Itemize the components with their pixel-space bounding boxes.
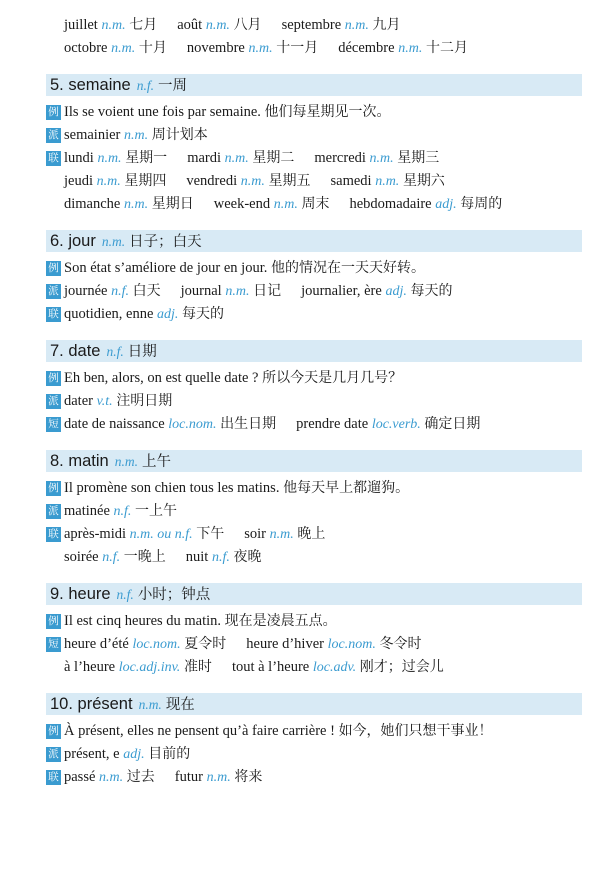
entry-row: [0, 193, 607, 216]
row-tag-badge: 派: [46, 284, 61, 299]
row-tag-badge: 例: [46, 261, 61, 276]
entry-row: [0, 367, 607, 390]
vocab-entry: [0, 693, 607, 789]
entry-row: [0, 633, 607, 656]
french-text: heure d’hiver: [246, 636, 324, 652]
row-tag-badge: 例: [46, 481, 61, 496]
vocab-item: [64, 723, 493, 739]
part-of-speech: n.m.: [344, 18, 369, 33]
entry-header: [46, 450, 582, 472]
vocab-item: [232, 659, 444, 675]
part-of-speech: n.m.: [124, 128, 149, 143]
part-of-speech: loc.nom.: [132, 637, 181, 652]
part-of-speech: n.f.: [211, 550, 230, 565]
chinese-translation: 十一月: [276, 40, 319, 56]
chinese-translation: 星期一: [125, 150, 168, 166]
chinese-translation: 七月: [129, 17, 158, 33]
vocab-item: [64, 659, 212, 675]
french-text: jeudi: [64, 173, 93, 189]
chinese-translation: 下午: [196, 526, 225, 542]
part-of-speech: loc.adj.inv.: [118, 660, 181, 675]
entry-row: [0, 413, 607, 436]
entry-row: [0, 147, 607, 170]
french-text: quotidien, enne: [64, 306, 154, 322]
french-text: matinée: [64, 503, 110, 519]
chinese-translation: 目前的: [148, 746, 191, 762]
part-of-speech: loc.nom.: [327, 637, 376, 652]
part-of-speech: n.f.: [113, 504, 132, 519]
chinese-translation: 九月: [372, 17, 401, 33]
french-text: après-midi: [64, 526, 127, 542]
part-of-speech: n.m.: [124, 197, 149, 212]
chinese-translation: 星期五: [268, 173, 311, 189]
headword: 7. date: [50, 342, 101, 360]
chinese-translation: 星期六: [402, 173, 445, 189]
headword-pos: n.m.: [101, 234, 126, 249]
part-of-speech: n.m.: [375, 174, 400, 189]
vocab-item: [282, 17, 401, 33]
chinese-translation: 每天的: [182, 306, 225, 322]
entry-header: [46, 230, 582, 252]
row-tag-badge: 短: [46, 417, 61, 432]
vocab-item: [64, 40, 167, 56]
chinese-translation: 一晚上: [123, 549, 166, 565]
french-text: mardi: [187, 150, 222, 166]
vocab-item: [175, 769, 263, 785]
french-text: août: [177, 17, 203, 33]
french-text: juillet: [64, 17, 98, 33]
vocab-item: [64, 613, 337, 629]
vocab-entry: [0, 450, 607, 569]
french-text: week-end: [213, 196, 271, 212]
vocab-item: [64, 17, 157, 33]
french-text: novembre: [186, 40, 245, 56]
vocab-item: [187, 40, 318, 56]
french-text: hebdomadaire: [349, 196, 432, 212]
headword-meaning: 一周: [157, 78, 187, 94]
row-tag-badge: 例: [46, 724, 61, 739]
vocab-item: [64, 370, 402, 386]
chinese-translation: 夜晚: [233, 549, 262, 565]
months-line: [0, 37, 607, 60]
vocab-item: [64, 104, 391, 120]
part-of-speech: n.m.: [101, 18, 126, 33]
entry-row: [0, 720, 607, 743]
headword-meaning: 日期: [127, 344, 157, 360]
part-of-speech: n.m.: [224, 151, 249, 166]
part-of-speech: loc.nom.: [168, 417, 217, 432]
entry-row: [0, 170, 607, 193]
french-text: À présent, elles ne pensent qu’à faire carrière !: [64, 723, 335, 739]
headword-pos: n.m.: [138, 697, 162, 712]
vocab-item: [64, 260, 425, 276]
part-of-speech: n.m.: [225, 284, 250, 299]
entry-row: [0, 656, 607, 679]
vocab-item: [296, 416, 480, 432]
part-of-speech: n.f.: [111, 284, 129, 299]
french-text: tout à l’heure: [231, 659, 310, 675]
row-tag-badge: 例: [46, 371, 61, 386]
chinese-translation: 日记: [253, 283, 282, 299]
vocab-item: [187, 150, 294, 166]
part-of-speech: n.m.: [269, 527, 294, 542]
entry-row: [0, 124, 607, 147]
chinese-translation: 周末: [301, 196, 330, 212]
part-of-speech: n.m.: [99, 770, 124, 785]
vocab-item: [186, 549, 262, 565]
part-of-speech: v.t.: [96, 394, 113, 409]
french-text: décembre: [338, 40, 395, 56]
chinese-translation: 他的情况在一天天好转。: [270, 260, 425, 276]
chinese-translation: 所以今天是几月几号？: [262, 370, 403, 386]
french-text: semainier: [64, 127, 121, 143]
part-of-speech: n.m.: [273, 197, 298, 212]
french-text: Eh ben, alors, on est quelle date ?: [64, 370, 259, 386]
vocab-item: [64, 526, 224, 542]
vocab-item: [64, 150, 167, 166]
part-of-speech: n.m.: [111, 41, 136, 56]
entry-row: [0, 390, 607, 413]
vocab-item: [64, 196, 194, 212]
vocab-item: [64, 503, 177, 519]
chinese-translation: 准时: [183, 659, 212, 675]
french-text: dater: [64, 393, 93, 409]
part-of-speech: n.f.: [102, 550, 121, 565]
vocab-item: [64, 549, 166, 565]
part-of-speech: adj.: [123, 747, 145, 762]
entry-row: [0, 766, 607, 789]
vocab-entry: [0, 340, 607, 436]
vocab-item: [246, 636, 421, 652]
chinese-translation: 夏令时: [184, 636, 227, 652]
chinese-translation: 星期日: [151, 196, 194, 212]
vocab-item: [244, 526, 325, 542]
french-text: soirée: [64, 549, 99, 565]
french-text: Il promène son chien tous les matins.: [64, 480, 280, 496]
entries-section: [0, 60, 607, 789]
entry-row: [0, 101, 607, 124]
row-tag-badge: 联: [46, 770, 61, 785]
headword-pos: n.m.: [114, 454, 138, 469]
entry-row: [0, 523, 607, 546]
part-of-speech: loc.adv.: [312, 660, 357, 675]
chinese-translation: 十月: [138, 40, 167, 56]
entry-row: [0, 303, 607, 326]
entry-row: [0, 257, 607, 280]
chinese-translation: 星期二: [252, 150, 295, 166]
french-text: Ils se voient une fois par semaine.: [64, 104, 261, 120]
row-tag-badge: 例: [46, 105, 61, 120]
entry-row: [0, 546, 607, 569]
vocab-item: [314, 150, 439, 166]
french-text: nuit: [185, 549, 209, 565]
entry-row: [0, 610, 607, 633]
chinese-translation: 如今，她们只想干事业！: [338, 723, 493, 739]
vocab-item: [177, 17, 261, 33]
french-text: date de naissance: [64, 416, 165, 432]
french-text: présent, e: [64, 746, 120, 762]
headword: 6. jour: [50, 232, 96, 250]
chinese-translation: 每天的: [410, 283, 453, 299]
french-text: prendre date: [296, 416, 369, 432]
part-of-speech: adj.: [435, 197, 457, 212]
french-text: mercredi: [314, 150, 366, 166]
vocab-item: [64, 306, 224, 322]
chinese-translation: 每周的: [460, 196, 503, 212]
vocab-item: [64, 746, 190, 762]
entry-header: [46, 693, 582, 715]
entry-row: [0, 477, 607, 500]
headword: 5. semaine: [50, 76, 131, 94]
vocab-item: [301, 283, 452, 299]
french-text: samedi: [330, 173, 372, 189]
headword-pos: n.f.: [106, 344, 124, 359]
chinese-translation: 星期四: [124, 173, 167, 189]
chinese-translation: 现在是凌晨五点。: [224, 613, 337, 629]
vocab-item: [64, 480, 409, 496]
vocab-item: [64, 173, 166, 189]
headword-meaning: 上午: [141, 454, 171, 470]
chinese-translation: 白天: [132, 283, 161, 299]
chinese-translation: 出生日期: [220, 416, 277, 432]
chinese-translation: 八月: [233, 17, 262, 33]
vocab-item: [330, 173, 444, 189]
vocab-item: [181, 283, 281, 299]
french-text: dimanche: [64, 196, 121, 212]
chinese-translation: 刚才；过会儿: [359, 659, 444, 675]
entry-row: [0, 500, 607, 523]
part-of-speech: n.m.: [398, 41, 423, 56]
chinese-translation: 一上午: [135, 503, 178, 519]
vocab-item: [214, 196, 330, 212]
headword-pos: n.f.: [136, 78, 154, 93]
vocab-item: [64, 636, 226, 652]
headword-meaning: 现在: [165, 697, 195, 713]
chinese-translation: 星期三: [397, 150, 440, 166]
vocab-item: [186, 173, 310, 189]
vocab-entry: [0, 74, 607, 216]
french-text: futur: [174, 769, 203, 785]
part-of-speech: n.m.: [369, 151, 394, 166]
entry-header: [46, 340, 582, 362]
vocab-item: [64, 283, 161, 299]
part-of-speech: adj.: [157, 307, 179, 322]
part-of-speech: n.m.: [206, 770, 231, 785]
french-text: Il est cinq heures du matin.: [64, 613, 222, 629]
french-text: à l’heure: [64, 659, 116, 675]
months-section: [0, 14, 607, 60]
row-tag-badge: 联: [46, 527, 61, 542]
entry-header: [46, 583, 582, 605]
chinese-translation: 注明日期: [116, 393, 173, 409]
vocab-item: [349, 196, 502, 212]
row-tag-badge: 派: [46, 504, 61, 519]
part-of-speech: adj.: [385, 284, 407, 299]
part-of-speech: n.m.: [240, 174, 265, 189]
french-text: journalier, ère: [301, 283, 382, 299]
french-text: passé: [64, 769, 96, 785]
vocab-item: [338, 40, 468, 56]
chinese-translation: 他们每星期见一次。: [264, 104, 391, 120]
entry-header: [46, 74, 582, 96]
row-tag-badge: 派: [46, 747, 61, 762]
chinese-translation: 冬令时: [379, 636, 422, 652]
vocab-entry: [0, 583, 607, 679]
headword: 10. présent: [50, 695, 133, 713]
french-text: septembre: [281, 17, 342, 33]
chinese-translation: 将来: [234, 769, 263, 785]
months-line: [0, 14, 607, 37]
chinese-translation: 周计划本: [151, 127, 208, 143]
vocabulary-page: [0, 14, 607, 789]
row-tag-badge: 例: [46, 614, 61, 629]
headword: 9. heure: [50, 585, 111, 603]
headword-pos: n.f.: [116, 587, 134, 602]
row-tag-badge: 联: [46, 307, 61, 322]
french-text: octobre: [64, 40, 108, 56]
chinese-translation: 晚上: [297, 526, 326, 542]
row-tag-badge: 派: [46, 128, 61, 143]
part-of-speech: n.m.: [248, 41, 273, 56]
part-of-speech: n.m.: [96, 174, 121, 189]
headword-meaning: 日子；白天: [129, 234, 202, 250]
french-text: soir: [244, 526, 267, 542]
vocab-item: [64, 393, 172, 409]
part-of-speech: n.m.: [97, 151, 122, 166]
vocab-entry: [0, 230, 607, 326]
part-of-speech: loc.verb.: [371, 417, 421, 432]
french-text: heure d’été: [64, 636, 129, 652]
french-text: Son état s’améliore de jour en jour.: [64, 260, 268, 276]
vocab-item: [64, 127, 208, 143]
vocab-item: [64, 416, 276, 432]
french-text: vendredi: [186, 173, 238, 189]
row-tag-badge: 派: [46, 394, 61, 409]
entry-row: [0, 280, 607, 303]
chinese-translation: 过去: [126, 769, 155, 785]
part-of-speech: n.m. ou n.f.: [129, 527, 193, 542]
chinese-translation: 十二月: [425, 40, 468, 56]
chinese-translation: 他每天早上都遛狗。: [283, 480, 410, 496]
headword-meaning: 小时；钟点: [137, 587, 211, 603]
french-text: lundi: [64, 150, 94, 166]
french-text: journée: [64, 283, 108, 299]
part-of-speech: n.m.: [205, 18, 230, 33]
row-tag-badge: 联: [46, 151, 61, 166]
entry-row: [0, 743, 607, 766]
chinese-translation: 确定日期: [424, 416, 481, 432]
vocab-item: [64, 769, 155, 785]
row-tag-badge: 短: [46, 637, 61, 652]
headword: 8. matin: [50, 452, 109, 470]
french-text: journal: [180, 283, 222, 299]
